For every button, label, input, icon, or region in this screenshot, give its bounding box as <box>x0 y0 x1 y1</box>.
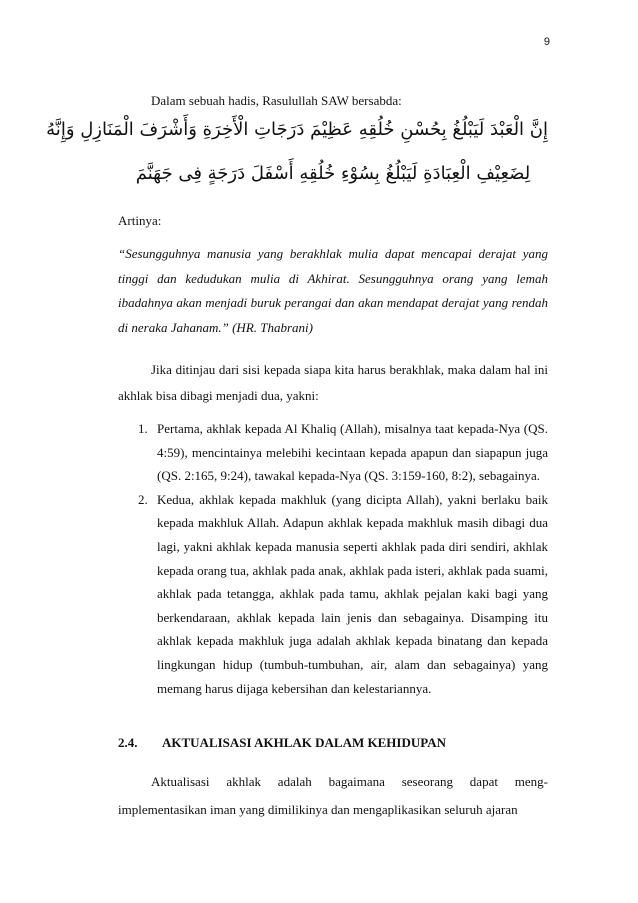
body-paragraph-2: Aktualisasi akhlak adalah bagaimana seseorang dapat meng-implementasikan iman yang dimilikinya dan mengaplikasikan seluruh ajaran <box>118 774 548 817</box>
arabic-hadith-line-2: لِضَعِيْفِ الْعِبَادَةِ لَيَبْلُغُ بِسُوْءِ خُلُقِهِ أَسْفَلَ دَرَجَةٍ فِى جَهَنَّمَ <box>135 163 531 184</box>
list-item-number: 1. <box>138 421 148 436</box>
list-item-text: Kedua, akhlak kepada makhluk (yang dicipta Allah), yakni berlaku baik kepada makhluk Allah. Adapun akhlak kepada makhluk masih dibagi dua lagi, yakni akhlak kepada manusia seperti akhlak pada diri sendiri, akhlak kepada orang tua, akhlak pada anak, akhlak pada isteri, akhlak pada suami, akhlak pada tetangga, akhlak pada tamu, akhlak pejalan kaki bagi yang berkendaraan, akhlak kepada lain jenis dan sebagainya. Disamping itu akhlak kepada makhluk juga adalah akhlak kepada binatang dan kepada lingkungan hidup (tumbuh-tumbuhan, air, alam dan sebagainya) yang memang harus dijaga kebersihan dan kelestariannya. <box>157 491 548 696</box>
intro-sentence: Dalam sebuah hadis, Rasulullah SAW bersabda: <box>151 93 402 108</box>
body-paragraph-1: Jika ditinjau dari sisi kepada siapa kita harus berakhlak, maka dalam hal ini akhlak bisa dibagi menjadi dua, yakni: <box>118 362 548 403</box>
hadith-translation: “Sesungguhnya manusia yang berakhlak mulia dapat mencapai derajat yang tinggi dan kedudukan mulia di Akhirat. Sesungguhnya orang yang lemah ibadahnya akan menjadi buruk perangai dan akan mendapat derajat yang rendah di neraka Jahanam.” (HR. Thabrani) <box>118 246 548 335</box>
list-item-number: 2. <box>138 491 148 507</box>
list-item <box>138 488 548 700</box>
list-item-text: Pertama, akhlak kepada Al Khaliq (Allah), misalnya taat kepada-Nya (QS. 4:59), mencintainya melebihi kecintaan kepada apapun dan siapapun juga (QS. 2:165, 9:24), tawakal kepada-Nya (QS. 3:159-160, 8:2), sebagainya. <box>157 421 548 484</box>
section-number: 2.4. <box>118 735 138 750</box>
section-heading <box>118 735 446 751</box>
arabic-hadith-line-1: إِنَّ الْعَبْدَ لَيَبْلُغُ بِحُسْنِ خُلُقِهِ عَظِيْمَ دَرَجَاتِ الْأَخِرَةِ وَأَشْرَفَ الْمَنَازِلِ وَإِنَّهُ <box>46 119 548 140</box>
list-item <box>138 417 548 488</box>
page-number: 9 <box>543 36 550 48</box>
akhlak-types-list <box>138 417 548 700</box>
section-title: AKTUALISASI AKHLAK DALAM KEHIDUPAN <box>162 735 446 750</box>
translation-label: Artinya: <box>118 213 162 228</box>
